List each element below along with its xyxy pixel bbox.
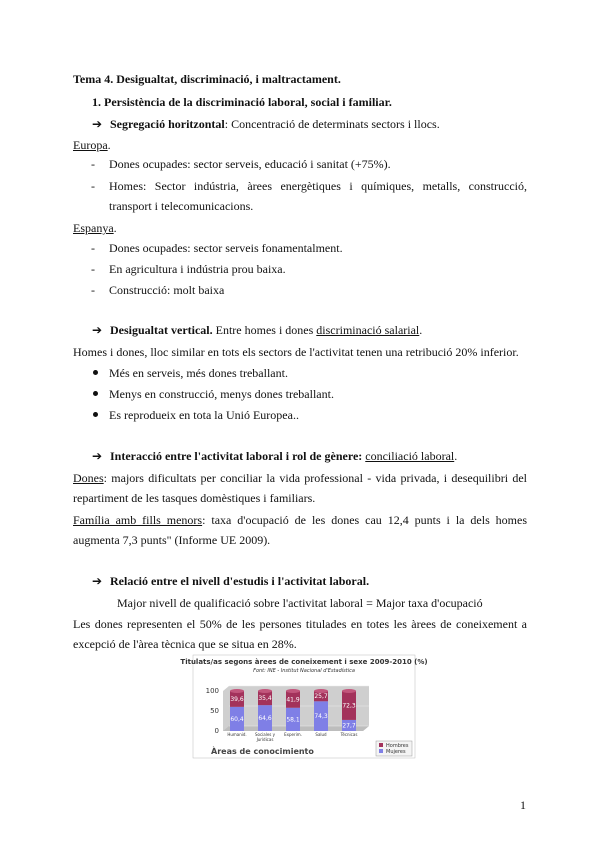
list-item: Dones ocupades: sector serveis fonamentalment. [109,241,343,255]
interaccio-line [92,449,457,463]
list-item: Es reprodueix en tota la Unió Europea.. [109,408,299,422]
data-label-hombres: 25,7 [314,693,328,701]
relacio-line [92,574,369,588]
data-label-mujeres: 60,4 [230,715,244,723]
list-item-continuation: transport i telecomunicacions. [109,199,254,213]
list-item: Menys en construcció, menys dones treballant. [109,387,334,401]
titulats-chart [180,655,428,758]
section-heading-1: 1. Persistència de la discriminació laboral, social i familiar. [92,95,392,109]
dones-text: : majors dificultats per conciliar la vida professional - vida privada, i desequilibri del [103,471,527,485]
segregacio-horitzontal-text: : Concentració de determinats sectors i llocs. [224,117,440,131]
page-number: 1 [520,798,526,812]
data-label-mujeres: 74,3 [314,713,328,721]
espanya-heading-label: Espanya [73,221,114,235]
data-label-mujeres: 58,1 [286,716,300,724]
dash-marker: - [91,179,95,193]
bar-cap [258,689,272,693]
y-tick-label: 50 [210,707,219,715]
list-item: En agricultura i indústria prou baixa. [109,262,286,276]
dones-line-1 [73,471,527,485]
x-tick-label: Técnicas [340,732,358,737]
list-item: Dones ocupades: sector serveis, educació i sanitat (+75%). [109,157,391,171]
conciliacio-laboral: conciliació laboral [365,449,455,463]
data-label-hombres: 39,6 [230,695,244,703]
data-label-hombres: 35,4 [258,695,272,703]
dash-marker: - [91,283,95,297]
desigualtat-vertical-tail: . [419,323,423,337]
espanya-heading-tail: . [113,221,117,235]
x-tick-label: Salud [315,732,327,737]
bullet-icon [93,412,98,417]
dash-marker: - [91,262,95,276]
arrow-icon: ➔ [92,323,103,337]
x-tick-label: Experim. [284,732,302,737]
europa-heading-tail: . [107,138,111,152]
relacio-centered-line: Major nivell de qualificació sobre l'activitat laboral = Major taxa d'ocupació [117,596,483,610]
legend-label: Hombres [386,743,409,749]
familia-label: Família amb fills menors [73,513,203,527]
segregacio-horitzontal-line [92,117,440,131]
desigualtat-vertical-text: Entre homes i dones [212,323,317,337]
arrow-icon: ➔ [92,117,103,131]
europa-heading [73,138,111,152]
interaccio-label: Interacció entre l'activitat laboral i rol de gènere: [110,449,363,463]
espanya-heading [73,221,117,235]
europa-heading-label: Europa [73,138,108,152]
list-item: Homes: Sector indústria, àrees energètiques i químiques, metalls, construcció, [109,179,527,193]
chart-subtitle: Font: INE - Institut Nacional d'Estadística [253,668,355,674]
data-label-mujeres: 27,7 [342,722,356,730]
relacio-paragraph-1: Les dones representen el 50% de les persones titulades en totes les àrees de coneixement a [73,617,527,631]
bar-cap [286,689,300,693]
dash-marker: - [91,157,95,171]
dash-marker: - [91,241,95,255]
x-tick-label: Humanid. [227,732,247,737]
relacio-label: Relació entre el nivell d'estudis i l'activitat laboral. [110,574,370,588]
interaccio-tail: . [454,449,458,463]
dones-label: Dones [73,471,104,485]
familia-line-1 [73,513,527,527]
legend-label: Mujeres [386,749,406,755]
bar-cap [230,689,244,693]
list-item: Més en serveis, més dones treballant. [109,366,288,380]
x-tick-label: Jurídicas [256,737,274,742]
y-tick-label: 0 [214,727,219,735]
discriminacio-salarial: discriminació salarial [316,323,420,337]
segregacio-horitzontal-label: Segregació horitzontal [110,117,225,131]
legend-swatch [379,749,383,753]
data-label-hombres: 41,9 [286,696,300,704]
relacio-paragraph-2: excepció de l'àrea tècnica que se situa en 28%. [73,637,297,651]
x-axis-label: Àreas de conocimiento [211,747,314,756]
bullet-icon [93,391,98,396]
bullet-icon [93,370,98,375]
y-tick-label: 100 [205,687,219,695]
arrow-icon: ➔ [92,449,103,463]
x-tick-label: Sociales y [254,732,276,737]
dones-line-2: repartiment de les tasques domèstiques i familiars. [73,491,316,505]
familia-text: : taxa d'ocupació de les dones cau 12,4 punts i la dels homes [202,513,527,527]
desigualtat-vertical-line [92,323,422,337]
legend-swatch [379,743,383,747]
arrow-icon: ➔ [92,574,103,588]
data-label-hombres: 72,3 [342,702,356,710]
paragraph: Homes i dones, lloc similar en tots els sectors de l'activitat tenen una retribució 20% inferior. [73,345,519,359]
data-label-mujeres: 64,6 [258,715,272,723]
page-title: Tema 4. Desigualtat, discriminació, i maltractament. [73,72,341,86]
bar-cap [342,689,356,693]
desigualtat-vertical-label: Desigualtat vertical. [110,323,213,337]
list-item: Construcció: molt baixa [109,283,225,297]
chart-title: Titulats/as segons àrees de coneixement i sexe 2009-2010 (%) [180,658,428,666]
familia-line-2: augmenta 7,3 punts" (Informe UE 2009). [73,533,271,547]
